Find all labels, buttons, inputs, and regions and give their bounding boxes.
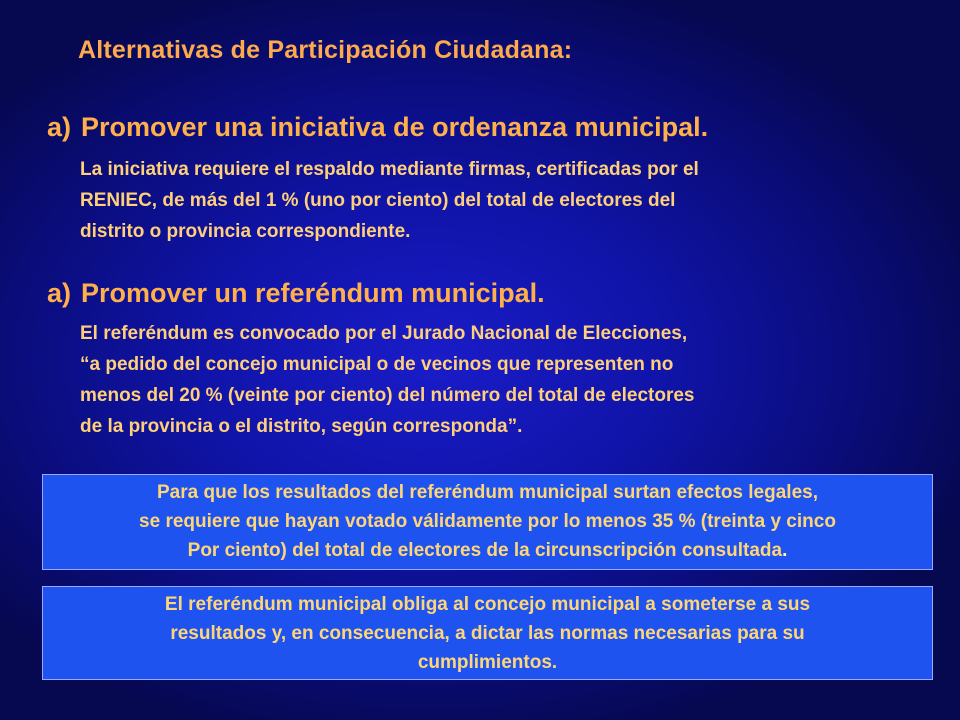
callout-line: cumplimientos. xyxy=(417,652,558,673)
list-marker: a) xyxy=(47,278,72,308)
section-heading-referendum xyxy=(47,278,545,309)
callout-end-mark: . xyxy=(782,540,788,561)
section-body-referendum xyxy=(80,318,695,442)
callout-line: El referéndum municipal obliga al concejo municipal a someterse a sus xyxy=(164,594,811,615)
callout-line: resultados y, en consecuencia, a dictar las normas necesarias para su xyxy=(170,623,805,644)
callout-line: se requiere que hayan votado válidamente por lo menos 35 % (treinta y cinco xyxy=(139,511,836,532)
body-line: “a pedido del concejo municipal o de vecinos que representen no xyxy=(80,354,674,375)
callout-line-text: Por ciento) del total de electores de la circunscripción consultada xyxy=(187,540,783,561)
body-line: menos del 20 % (veinte por ciento) del número del total de electores xyxy=(80,385,695,406)
callout-line xyxy=(43,536,932,565)
heading-text: Promover un referéndum municipal. xyxy=(81,278,545,308)
callout-line: Para que los resultados del referéndum municipal surtan efectos legales, xyxy=(157,482,818,503)
callout-box-obligacion xyxy=(42,586,933,680)
body-line: El referéndum es convocado por el Jurado Nacional de Elecciones, xyxy=(80,323,688,344)
page-title: Alternativas de Participación Ciudadana: xyxy=(78,36,573,64)
callout-box-validez xyxy=(42,474,933,570)
body-line: La iniciativa requiere el respaldo mediante firmas, certificadas por el xyxy=(80,159,699,180)
section-heading-ordenanza xyxy=(47,112,708,143)
body-line: RENIEC, de más del 1 % (uno por ciento) del total de electores del xyxy=(80,190,676,211)
list-marker: a) xyxy=(47,112,72,142)
section-body-ordenanza xyxy=(80,154,699,247)
body-line: de la provincia o el distrito, según corresponda”. xyxy=(80,416,523,437)
body-line: distrito o provincia correspondiente. xyxy=(80,221,411,242)
heading-text: Promover una iniciativa de ordenanza municipal. xyxy=(81,112,709,142)
